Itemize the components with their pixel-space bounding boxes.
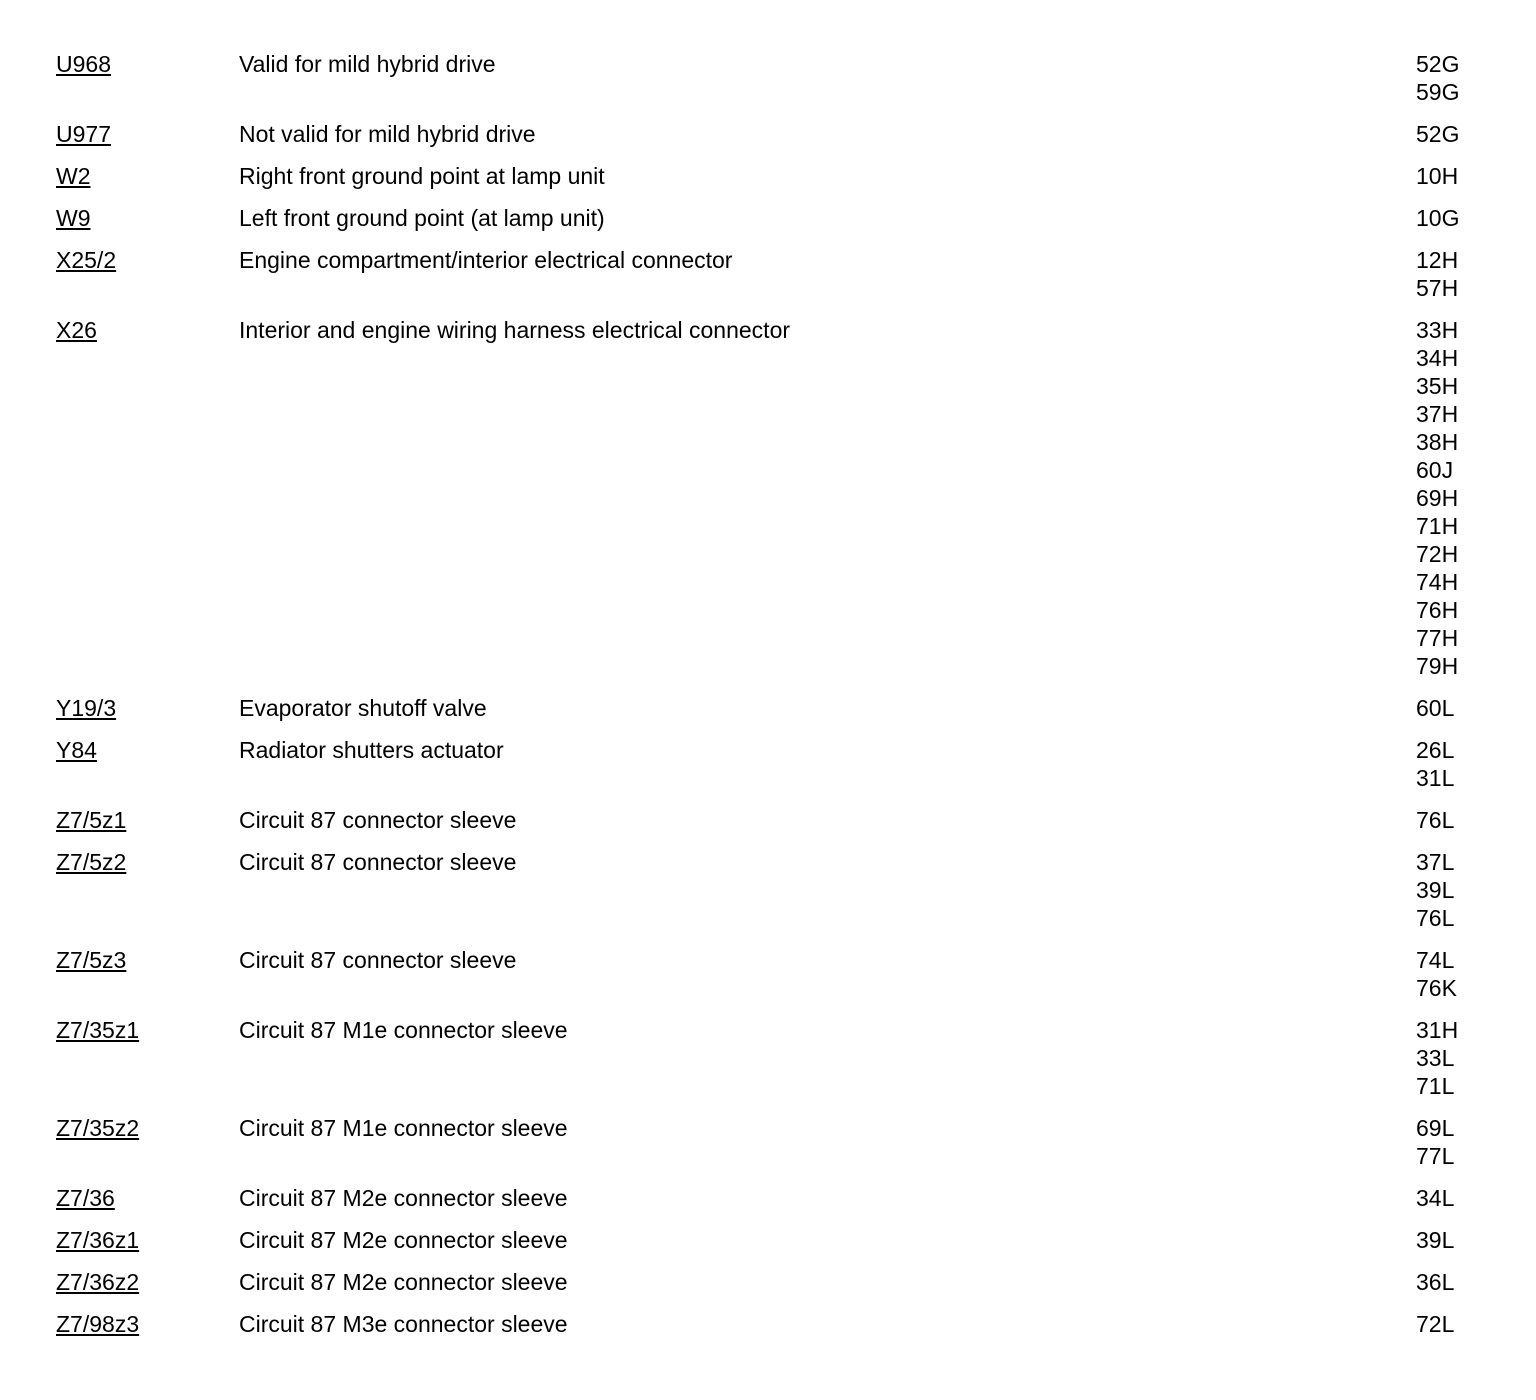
table-row	[56, 120, 1476, 148]
component-code-link[interactable]: W9	[56, 205, 91, 231]
component-code-link[interactable]: U977	[56, 121, 111, 147]
component-description: Valid for mild hybrid drive	[239, 51, 496, 77]
grid-reference-list	[1416, 1184, 1476, 1212]
component-description: Circuit 87 M1e connector sleeve	[239, 1017, 568, 1043]
component-description: Circuit 87 connector sleeve	[239, 807, 517, 833]
grid-reference-list	[1416, 1016, 1476, 1100]
grid-reference-list	[1416, 120, 1476, 148]
component-code-link[interactable]: W2	[56, 163, 91, 189]
grid-reference: 60L	[1416, 695, 1455, 721]
component-description: Left front ground point (at lamp unit)	[239, 205, 605, 231]
grid-reference: 35H	[1416, 373, 1459, 399]
table-row	[56, 694, 1476, 722]
table-row	[56, 204, 1476, 232]
table-row	[56, 1310, 1476, 1338]
table-row	[56, 806, 1476, 834]
grid-reference: 31L	[1416, 765, 1455, 791]
grid-reference: 37H	[1416, 401, 1459, 427]
component-code-link[interactable]: Z7/36	[56, 1185, 115, 1211]
component-description: Evaporator shutoff valve	[239, 695, 487, 721]
component-description: Right front ground point at lamp unit	[239, 163, 605, 189]
table-row	[56, 1114, 1476, 1170]
component-code-link[interactable]: Z7/36z2	[56, 1269, 140, 1295]
grid-reference: 76L	[1416, 905, 1455, 931]
component-description: Circuit 87 M2e connector sleeve	[239, 1227, 568, 1253]
table-row	[56, 316, 1476, 680]
component-code-link[interactable]: Z7/36z1	[56, 1227, 140, 1253]
grid-reference: 71L	[1416, 1073, 1455, 1099]
grid-reference: 39L	[1416, 877, 1455, 903]
grid-reference: 57H	[1416, 275, 1459, 301]
component-code-link[interactable]: Z7/5z2	[56, 849, 127, 875]
grid-reference: 10H	[1416, 163, 1459, 189]
grid-reference: 26L	[1416, 737, 1455, 763]
table-row	[56, 1226, 1476, 1254]
table-row	[56, 1016, 1476, 1100]
grid-reference: 77L	[1416, 1143, 1455, 1169]
grid-reference: 31H	[1416, 1017, 1459, 1043]
grid-reference: 69H	[1416, 485, 1459, 511]
grid-reference: 76L	[1416, 807, 1455, 833]
grid-reference: 12H	[1416, 247, 1459, 273]
grid-reference: 72H	[1416, 541, 1459, 567]
component-description: Circuit 87 connector sleeve	[239, 849, 517, 875]
component-code-link[interactable]: Z7/98z3	[56, 1311, 140, 1337]
table-row	[56, 736, 1476, 792]
grid-reference: 33H	[1416, 317, 1459, 343]
table-row	[56, 1268, 1476, 1296]
grid-reference: 37L	[1416, 849, 1455, 875]
grid-reference: 60J	[1416, 457, 1454, 483]
component-code-link[interactable]: Y84	[56, 737, 97, 763]
grid-reference: 34L	[1416, 1185, 1455, 1211]
grid-reference: 79H	[1416, 653, 1459, 679]
grid-reference: 10G	[1416, 205, 1460, 231]
component-code-link[interactable]: Z7/5z3	[56, 947, 127, 973]
component-code-link[interactable]: Z7/35z2	[56, 1115, 140, 1141]
grid-reference-list	[1416, 806, 1476, 834]
component-description: Radiator shutters actuator	[239, 737, 504, 763]
grid-reference-list	[1416, 946, 1476, 1002]
grid-reference-list	[1416, 848, 1476, 932]
grid-reference-list	[1416, 1226, 1476, 1254]
grid-reference: 74L	[1416, 947, 1455, 973]
grid-reference-list	[1416, 1310, 1476, 1338]
component-description: Engine compartment/interior electrical connector	[239, 247, 733, 273]
grid-reference: 52G	[1416, 121, 1460, 147]
grid-reference: 71H	[1416, 513, 1459, 539]
grid-reference: 72L	[1416, 1311, 1455, 1337]
grid-reference: 74H	[1416, 569, 1459, 595]
component-code-link[interactable]: Z7/5z1	[56, 807, 127, 833]
component-description: Interior and engine wiring harness electrical connector	[239, 317, 791, 343]
component-description: Circuit 87 M2e connector sleeve	[239, 1269, 568, 1295]
component-code-link[interactable]: X25/2	[56, 247, 117, 273]
grid-reference-list	[1416, 1268, 1476, 1296]
grid-reference: 36L	[1416, 1269, 1455, 1295]
grid-reference: 39L	[1416, 1227, 1455, 1253]
component-code-link[interactable]: X26	[56, 317, 97, 343]
grid-reference: 52G	[1416, 51, 1460, 77]
component-description: Circuit 87 M3e connector sleeve	[239, 1311, 568, 1337]
grid-reference-list	[1416, 50, 1476, 106]
grid-reference: 77H	[1416, 625, 1459, 651]
grid-reference: 69L	[1416, 1115, 1455, 1141]
component-description: Circuit 87 M1e connector sleeve	[239, 1115, 568, 1141]
grid-reference: 34H	[1416, 345, 1459, 371]
component-code-link[interactable]: Z7/35z1	[56, 1017, 140, 1043]
grid-reference-list	[1416, 736, 1476, 792]
grid-reference-list	[1416, 204, 1476, 232]
grid-reference: 59G	[1416, 79, 1460, 105]
component-description: Circuit 87 connector sleeve	[239, 947, 517, 973]
component-legend-table	[56, 50, 1476, 1352]
table-row	[56, 946, 1476, 1002]
component-code-link[interactable]: Y19/3	[56, 695, 117, 721]
grid-reference-list	[1416, 162, 1476, 190]
component-code-link[interactable]: U968	[56, 51, 111, 77]
table-row	[56, 848, 1476, 932]
grid-reference-list	[1416, 1114, 1476, 1170]
component-description: Not valid for mild hybrid drive	[239, 121, 536, 147]
grid-reference-list	[1416, 694, 1476, 722]
table-row	[56, 50, 1476, 106]
table-row	[56, 1184, 1476, 1212]
grid-reference: 33L	[1416, 1045, 1455, 1071]
grid-reference-list	[1416, 246, 1476, 302]
grid-reference: 76H	[1416, 597, 1459, 623]
grid-reference: 38H	[1416, 429, 1459, 455]
table-row	[56, 162, 1476, 190]
table-row	[56, 246, 1476, 302]
grid-reference-list	[1416, 316, 1476, 680]
grid-reference: 76K	[1416, 975, 1457, 1001]
component-description: Circuit 87 M2e connector sleeve	[239, 1185, 568, 1211]
